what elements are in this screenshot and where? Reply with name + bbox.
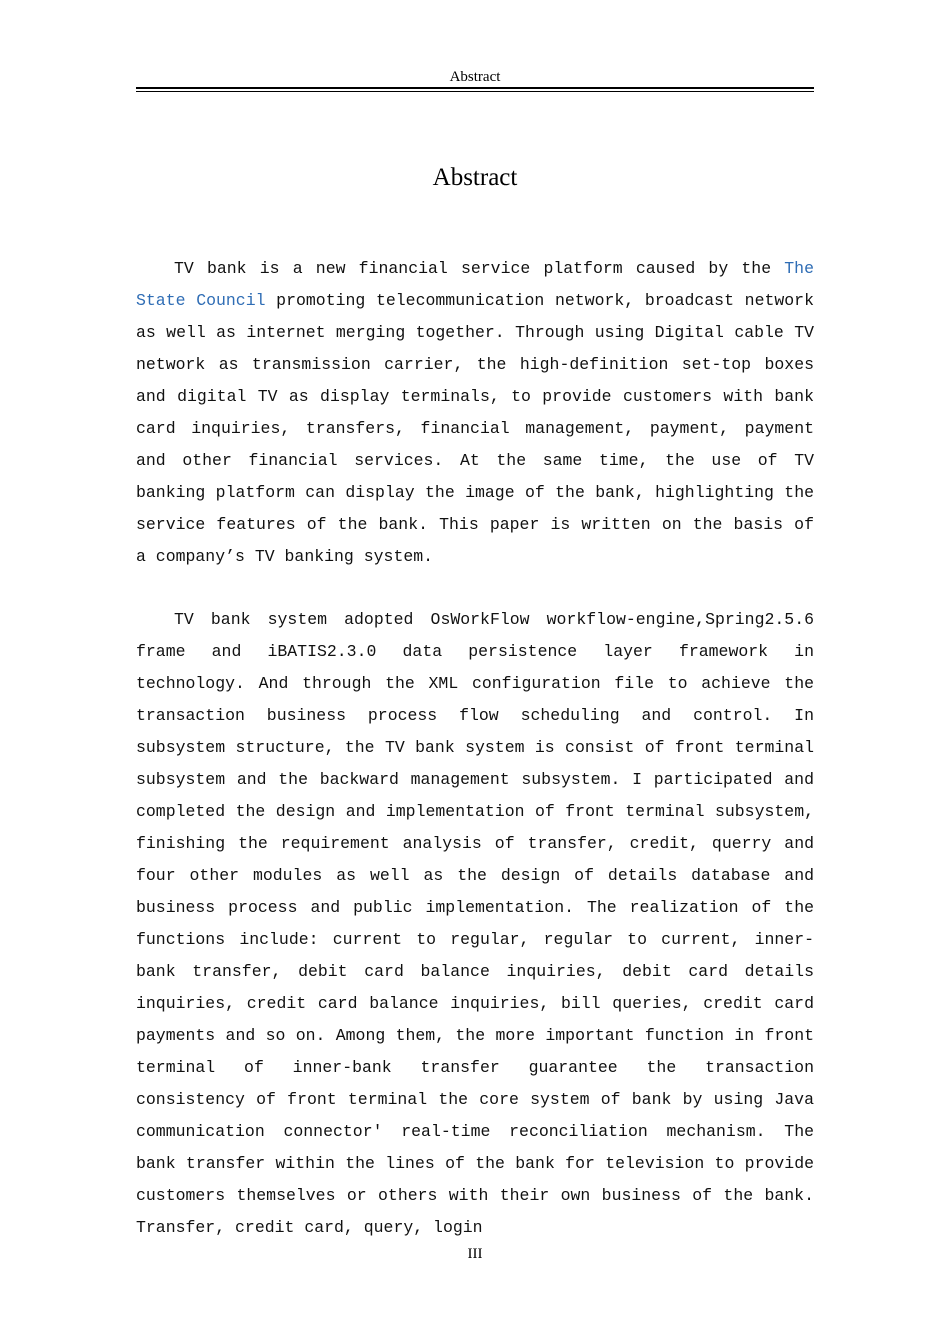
page-number: III [467,1246,483,1262]
running-header: Abstract [449,69,501,85]
header-rule-thin [136,91,814,92]
paragraph-1-text-b: promoting telecommunication network, broadcast network as well as internet merging together. Through using Digital cable TV network as transmission carrier, the high-definition set-top boxes and digital TV as display terminals, to provide customers with bank card inquiries, transfers, financial management, payment, payment and other financial services. At the same time, the use of TV banking platform can display the image of the bank, highlighting the service features of the bank. This paper is written on the basis of a company’s TV banking system. [136,291,814,566]
abstract-paragraph-1 [136,253,814,573]
page-title: Abstract [432,164,518,191]
abstract-paragraph-2: TV bank system adopted OsWorkFlow workflow-engine,Spring2.5.6 frame and iBATIS2.3.0 data persistence layer framework in technology. And through the XML configuration file to achieve the transaction business process flow scheduling and control. In subsystem structure, the TV bank system is consist of front terminal subsystem and the backward management subsystem. I participated and completed the design and implementation of front terminal subsystem, finishing the requirement analysis of transfer, credit, querry and four other modules as well as the design of details database and business process and public implementation. The realization of the functions include: current to regular, regular to current, inner-bank transfer, debit card balance inquiries, debit card details inquiries, credit card balance inquiries, bill queries, credit card payments and so on. Among them, the more important function in front terminal of inner-bank transfer guarantee the transaction consistency of front terminal the core system of bank by using Java communication connector′ real-time reconciliation mechanism. The bank transfer within the lines of the bank for television to provide customers themselves or others with their own business of the bank. Transfer, credit card, query, login [136,610,814,1237]
header-rule-thick [136,87,814,89]
highlighted-term: The State Council [136,259,814,310]
paragraph-1-text-a: TV bank is a new financial service platform caused by the [174,259,785,278]
